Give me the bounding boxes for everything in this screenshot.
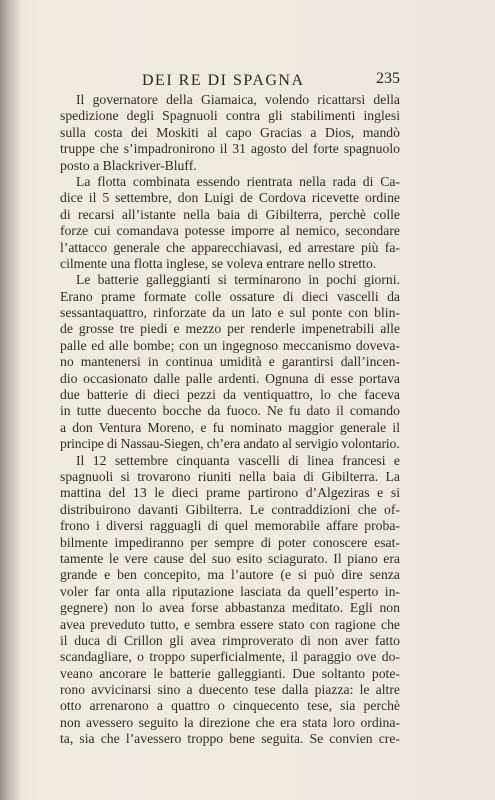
text-line: due batterie di dieci pezzi da ventiquattro, lo che faceva <box>60 387 400 403</box>
text-line: voler far onta alla riputazione lasciata da quell’esperto in- <box>60 583 400 599</box>
text-line: gegnere) non lo avea forse abbastanza meditato. Egli non <box>60 600 400 616</box>
page-gutter-shadow <box>0 0 22 800</box>
text-line: cilmente una flotta inglese, se voleva entrare nello stretto. <box>60 255 377 271</box>
page-header <box>60 72 400 94</box>
text-line: palle ed alle bombe; con un ingegnoso meccanismo doveva- <box>60 337 400 353</box>
text-line: non avessero seguito la direzione che era stata loro ordina- <box>60 714 400 730</box>
text-line: di recarsi all’istante nella baia di Gibilterra, perchè colle <box>60 206 400 222</box>
text-line: avea preveduto tutto, e sembra essere stato con ragione che <box>60 616 400 632</box>
text-line: a don Ventura Moreno, e fu nominato maggior generale il <box>60 419 400 435</box>
text-line: dice il 5 settembre, don Luigi de Cordova ricevette ordine <box>60 190 400 206</box>
text-line: distribuirono davanti Gibilterra. Le contraddizioni che of- <box>60 501 400 517</box>
text-line: ta, sia che l’avessero troppo bene seguita. Se convien cre- <box>60 731 400 747</box>
text-line: il duca di Crillon gli avea rimproverato di non aver fatto <box>60 632 400 648</box>
text-line: sulla costa dei Moskiti al capo Gracias a Dios, mandò <box>60 124 400 140</box>
text-line: Il 12 settembre cinquanta vascelli di linea francesi e <box>76 452 400 468</box>
text-line: no mantenersi in continua umidità e garantirsi dall’incen- <box>60 354 400 370</box>
text-line: veano ancorare le batterie galleggianti. Due soltanto pote- <box>60 665 400 681</box>
body-text <box>60 92 400 748</box>
text-line: de grosse tre piedi e mezzo per renderle impenetrabili alle <box>60 321 400 337</box>
text-line: principe di Nassau-Siegen, ch’era andato al servigio volontario. <box>60 436 400 452</box>
text-line: sessantaquattro, rinforzate da un lato e sul ponte con blin- <box>60 305 400 321</box>
text-line: bilmente impediranno per sempre di poter conoscere esat- <box>60 534 400 550</box>
text-line: forze cui comandava potesse imporre al nemico, secondare <box>60 223 400 239</box>
text-line: dio occasionato dalle palle ardenti. Ognuna di esse portava <box>60 370 400 386</box>
text-line: Le batterie galleggianti si terminarono in pochi giorni. <box>76 272 400 288</box>
text-line: scandagliare, o troppo superficialmente, il paraggio ove do- <box>60 649 400 665</box>
page-number: 235 <box>376 70 400 87</box>
text-line: spagnuoli si trovarono riuniti nella baia di Gibilterra. La <box>60 468 400 484</box>
text-line: l’attacco generale che apparecchiavasi, ed arrestare più fa- <box>60 239 400 255</box>
text-line: La flotta combinata essendo rientrata nella rada di Ca- <box>76 173 400 189</box>
text-line: rono avvicinarsi sino a duecento tese dalla piazza: le altre <box>60 682 400 698</box>
text-line: frono i diversi ragguagli di quel memorabile affare proba- <box>60 518 400 534</box>
text-line: Il governatore della Giamaica, volendo ricattarsi della <box>76 92 400 107</box>
text-line: in tutte duecento bocche da fuoco. Ne fu dato il comando <box>60 403 400 419</box>
text-line: Erano prame formate colle ossature di dieci vascelli da <box>60 288 400 304</box>
text-line: grande e ben concepito, ma l’autore (e si può dire senza <box>60 567 400 583</box>
text-line: mattina del 13 le dieci prame partirono d’Algeziras e si <box>60 485 400 501</box>
text-line: tamente le vere cause del suo esito sciagurato. Il piano era <box>60 550 400 566</box>
running-title: DEI RE DI SPAGNA <box>142 72 305 89</box>
text-line: spedizione degli Spagnuoli contra gli stabilimenti inglesi <box>60 108 400 124</box>
text-line: truppe che s’impadronirono il 31 agosto del forte spagnuolo <box>60 141 400 157</box>
text-line: posto a Blackriver-Bluff. <box>60 157 197 173</box>
text-line: otto arrenarono a quattro o cinquecento tese, sia perchè <box>60 698 400 714</box>
